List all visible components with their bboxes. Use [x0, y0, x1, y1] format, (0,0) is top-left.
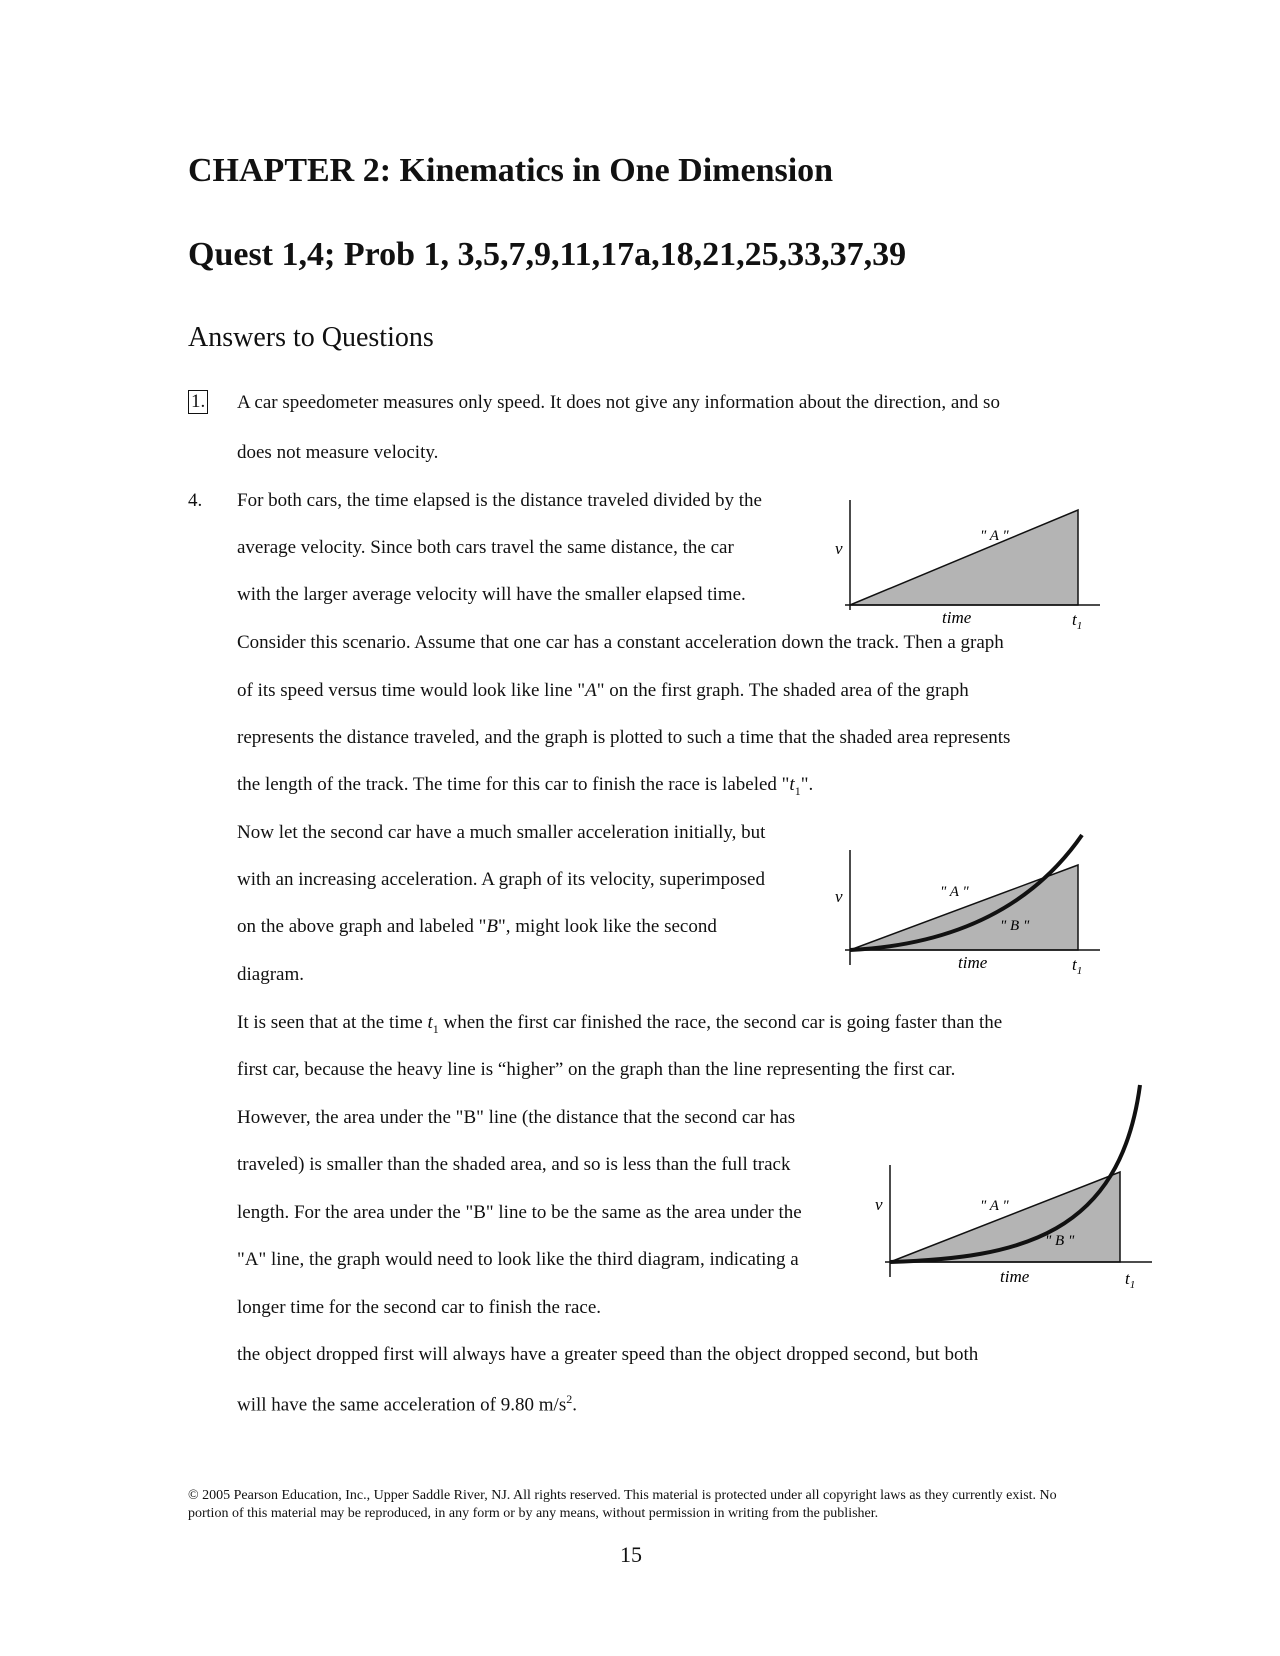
q4-line: "A" line, the graph would need to look like the third diagram, indicating a [237, 1249, 799, 1270]
text-run: A [585, 680, 597, 701]
text-run: 1 [794, 783, 801, 798]
q4-line: Now let the second car have a much smaller acceleration initially, but [237, 822, 766, 843]
text-run: 1 [1129, 1279, 1136, 1291]
text-run: It is seen that at the time [237, 1012, 428, 1033]
v-label: v [835, 539, 843, 558]
text-run: 2 [566, 1392, 573, 1406]
text-run: t [1125, 1269, 1130, 1288]
q4-line: diagram. [237, 964, 305, 985]
line-A-label: " A " [940, 884, 969, 900]
velocity-time-graph-1 [830, 495, 1110, 630]
text-run: of its speed versus time would look like line " [237, 680, 586, 701]
q4-line: first car, because the heavy line is “higher” on the graph than the line representing the first car. [237, 1059, 956, 1080]
curve-B-label: " B " [1045, 1233, 1075, 1249]
time-label: time [958, 953, 988, 972]
q4-line [237, 1392, 577, 1416]
q4-line: with an increasing acceleration. A graph of its velocity, superimposed [237, 869, 765, 890]
q4-line: Consider this scenario. Assume that one car has a constant acceleration down the track. Then a graph [237, 632, 1004, 653]
q1-line: does not measure velocity. [237, 442, 439, 463]
question-4-number: 4. [188, 490, 203, 511]
q4-line [237, 1012, 1002, 1037]
q4-line [237, 680, 969, 702]
shaded-area-A [850, 510, 1078, 605]
chapter-title: CHAPTER 2: Kinematics in One Dimension [188, 152, 834, 189]
q4-line [237, 774, 813, 799]
copyright-footer: © 2005 Pearson Education, Inc., Upper Saddle River, NJ. All rights reserved. This material is protected under all copyright laws as they currently exist. No portion of this material may be reproduced, in any form or by any means, without permission in writing from the publisher. [188, 1488, 1057, 1521]
q4-line: represents the distance traveled, and the graph is plotted to such a time that the shaded area represents [237, 727, 1011, 748]
time-label: time [1000, 1267, 1030, 1286]
q4-line: For both cars, the time elapsed is the distance traveled divided by the [237, 490, 762, 511]
q4-line: the object dropped first will always have a greater speed than the object dropped second, but both [237, 1344, 979, 1365]
question-1-number [188, 390, 208, 414]
text-run: 1 [432, 1021, 439, 1036]
q4-line: However, the area under the "B" line (the distance that the second car has [237, 1107, 796, 1128]
question-1-number-box: 1. [188, 390, 208, 414]
text-run: ". [800, 774, 814, 795]
text-run: ", might look like the second [498, 916, 717, 937]
time-label: time [942, 608, 972, 627]
text-run: . [572, 1394, 577, 1416]
text-run: 1 [1076, 965, 1083, 977]
curve-B-label: " B " [1000, 918, 1030, 934]
text-run: t [427, 1012, 433, 1033]
text-run: will have the same acceleration of 9.80 m/s [237, 1394, 567, 1416]
q4-line: longer time for the second car to finish the race. [237, 1297, 602, 1318]
q4-line: length. For the area under the "B" line to be the same as the area under the [237, 1202, 802, 1223]
text-run: " on the first graph. The shaded area of the graph [596, 680, 969, 701]
page-number: 15 [620, 1542, 642, 1567]
t1-label [1072, 610, 1082, 630]
line-A-label: " A " [980, 1198, 1009, 1214]
text-run: t [1072, 610, 1077, 629]
q4-line: with the larger average velocity will have the smaller elapsed time. [237, 584, 746, 605]
text-run: t [789, 774, 795, 795]
section-heading: Answers to Questions [188, 322, 434, 353]
text-run: B [486, 916, 498, 937]
q1-line: A car speedometer measures only speed. It does not give any information about the direction, and so [237, 392, 1000, 413]
velocity-time-graph-2 [830, 830, 1110, 985]
text-run: when the first car finished the race, the second car is going faster than the [438, 1012, 1003, 1033]
q4-line: average velocity. Since both cars travel the same distance, the car [237, 537, 734, 558]
q4-line: traveled) is smaller than the shaded area, and so is less than the full track [237, 1154, 791, 1175]
assignment-list: Quest 1,4; Prob 1, 3,5,7,9,11,17a,18,21,25,33,37,39 [188, 236, 907, 273]
text-run: the length of the track. The time for this car to finish the race is labeled " [237, 774, 790, 795]
v-label: v [875, 1195, 883, 1214]
text-run: t [1072, 955, 1077, 974]
text-run: 1 [1076, 620, 1083, 630]
t1-label [1125, 1269, 1135, 1291]
line-A-label: " A " [980, 528, 1009, 544]
q4-line [237, 916, 717, 938]
t1-label [1072, 955, 1082, 977]
text-run: on the above graph and labeled " [237, 916, 487, 937]
velocity-time-graph-3 [870, 1080, 1160, 1300]
v-label: v [835, 887, 843, 906]
